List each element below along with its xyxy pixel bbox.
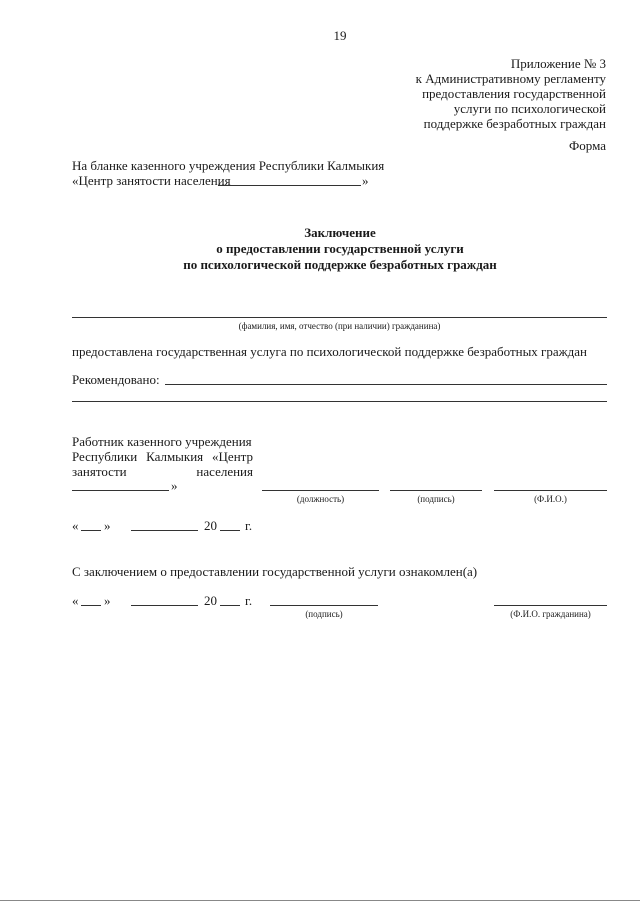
- date2-open-quote: «: [72, 593, 79, 608]
- citizen-fio-caption: (Ф.И.О. гражданина): [510, 609, 591, 619]
- letterhead-close-quote: »: [362, 173, 369, 188]
- title-line2: о предоставлении государственной услуги: [216, 241, 464, 256]
- recommended-field-line[interactable]: [165, 384, 607, 385]
- center-name-line: [218, 185, 361, 186]
- employee-word: «Центр: [212, 449, 253, 464]
- employee-word: Республики: [72, 449, 138, 464]
- employee-line3: [72, 464, 253, 479]
- fio-field-line[interactable]: [72, 317, 607, 318]
- recommended-label: Рекомендовано:: [72, 372, 160, 387]
- employee-line2: [72, 449, 253, 464]
- position-caption: (должность): [296, 494, 345, 504]
- date1-close-quote: »: [104, 518, 111, 533]
- page-bottom-edge: [0, 900, 640, 901]
- position-field-line[interactable]: [262, 490, 379, 491]
- appendix-line: услуги по психологической: [453, 101, 606, 116]
- date1-year-prefix: 20: [204, 518, 217, 533]
- date2-month-line[interactable]: [131, 605, 198, 606]
- signature-field-line[interactable]: [390, 490, 482, 491]
- citizen-fio-line[interactable]: [494, 605, 607, 606]
- fio-caption: (фамилия, имя, отчество (при наличии) гражданина): [238, 321, 441, 331]
- appendix-block: [346, 56, 606, 131]
- service-text: предоставлена государственная услуга по психологической поддержке безработных граждан: [72, 344, 587, 359]
- date2-year-suffix: г.: [245, 593, 253, 608]
- date1-year-line[interactable]: [220, 530, 240, 531]
- date2-year-prefix: 20: [204, 593, 217, 608]
- acquainted-text: С заключением о предоставлении государственной услуги ознакомлен(а): [72, 564, 478, 579]
- employee-fio-caption: (Ф.И.О.): [534, 494, 567, 504]
- form-label: Форма: [569, 138, 606, 153]
- appendix-line: Приложение № 3: [510, 56, 606, 71]
- date1-day-line[interactable]: [81, 530, 101, 531]
- employee-center-line: [72, 490, 169, 491]
- appendix-line: к Административному регламенту: [415, 71, 606, 86]
- date2-close-quote: »: [104, 593, 111, 608]
- date2-day-line[interactable]: [81, 605, 101, 606]
- date1-month-line[interactable]: [131, 530, 198, 531]
- employee-word: занятости: [72, 464, 127, 479]
- appendix-line: предоставления государственной: [422, 86, 606, 101]
- citizen-signature-caption: (подпись): [305, 609, 343, 619]
- date1-open-quote: «: [72, 518, 79, 533]
- citizen-signature-line[interactable]: [270, 605, 378, 606]
- letterhead-line2: «Центр занятости населения: [72, 173, 231, 188]
- employee-line1: Работник казенного учреждения: [72, 434, 252, 449]
- date2-year-line[interactable]: [220, 605, 240, 606]
- title-line1: Заключение: [304, 225, 376, 240]
- employee-word: населения: [196, 464, 253, 479]
- page-number: 19: [333, 28, 347, 43]
- signature-caption: (подпись): [417, 494, 455, 504]
- employee-word: Калмыкия: [146, 449, 204, 464]
- employee-fio-field-line[interactable]: [494, 490, 607, 491]
- title-line3: по психологической поддержке безработных граждан: [183, 257, 497, 272]
- appendix-line: поддержке безработных граждан: [423, 116, 606, 131]
- letterhead-line1: На бланке казенного учреждения Республики Калмыкия: [72, 158, 385, 173]
- employee-close-quote: »: [171, 478, 178, 493]
- recommended-field-line-2[interactable]: [72, 401, 607, 402]
- date1-year-suffix: г.: [245, 518, 253, 533]
